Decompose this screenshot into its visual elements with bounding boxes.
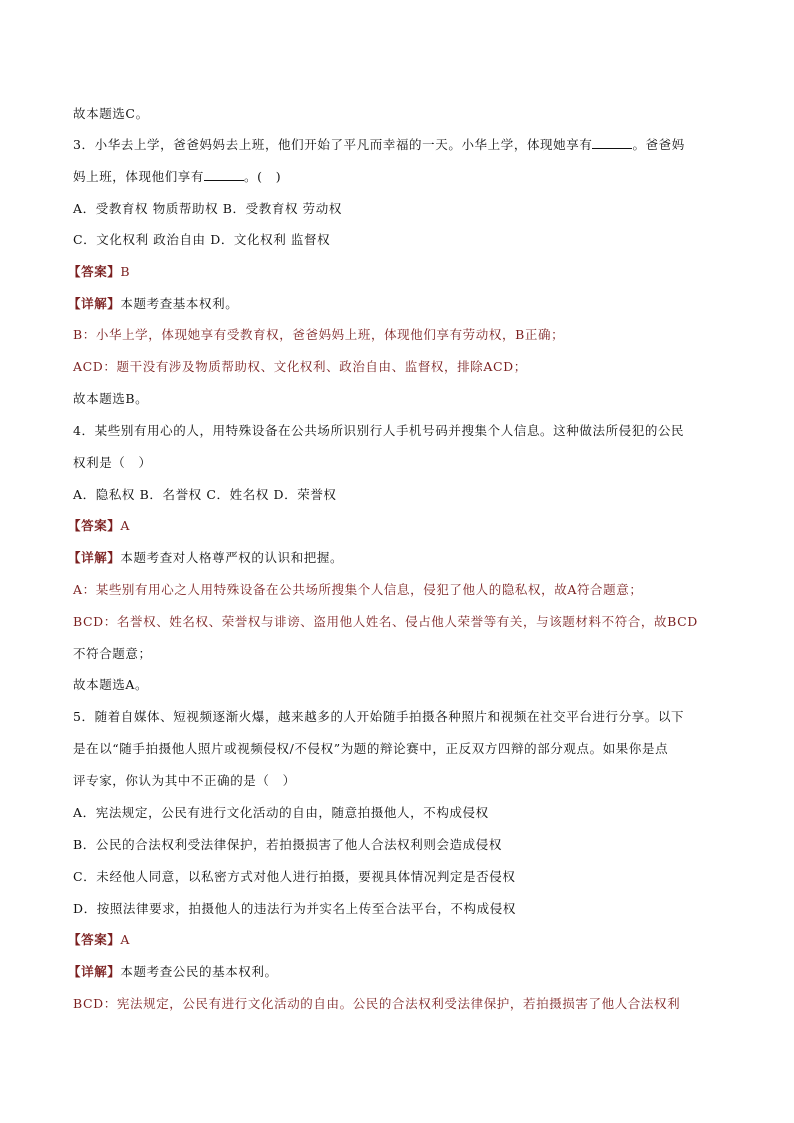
question-4-line-1: 4．某些别有用心的人，用特殊设备在公共场所识别行人手机号码并搜集个人信息。这种做法所侵犯的公民 (73, 423, 685, 438)
conclusion-a: 故本题选A。 (73, 677, 149, 692)
question-5-option-a: A．宪法规定，公民有进行文化活动的自由，随意拍摄他人，不构成侵权 (73, 805, 489, 820)
question-3-text-1-end: 。爸爸妈 (632, 137, 685, 152)
answer-tag: 【答案】 (68, 264, 121, 279)
question-3-answer (68, 263, 728, 281)
detail-text: 本题考查公民的基本权利。 (120, 964, 278, 979)
question-3-text-2-end: 。( ) (244, 169, 282, 184)
question-3-line-1 (73, 136, 733, 154)
question-4-explain-a: A：某些别有用心之人用特殊设备在公共场所搜集个人信息，侵犯了他人的隐私权，故A符合题意； (73, 582, 643, 597)
question-4-explain-bcd-1: BCD：名誉权、姓名权、荣誉权与诽谤、盗用他人姓名、侵占他人荣誉等有关，与该题材料不符合，故BCD (73, 614, 698, 629)
detail-tag: 【详解】 (68, 296, 121, 311)
question-3-explain-b: B：小华上学，体现她享有受教育权，爸爸妈妈上班，体现他们享有劳动权，B正确； (73, 327, 565, 342)
answer-value: A (120, 518, 131, 533)
question-3-options-ab: A．受教育权 物质帮助权 B．受教育权 劳动权 (73, 201, 342, 216)
answer-tag: 【答案】 (68, 932, 121, 947)
question-3-options-cd: C．文化权利 政治自由 D．文化权利 监督权 (73, 232, 331, 247)
conclusion-c: 故本题选C。 (73, 106, 149, 121)
question-4-explain-bcd-2: 不符合题意； (73, 646, 152, 661)
question-5-line-1: 5．随着自媒体、短视频逐渐火爆，越来越多的人开始随手拍摄各种照片和视频在社交平台进行分享。以下 (73, 709, 685, 724)
question-5-option-b: B．公民的合法权利受法律保护，若拍摄损害了他人合法权利则会造成侵权 (73, 837, 502, 852)
question-3-text-1: 3．小华去上学，爸爸妈妈去上班，他们开始了平凡而幸福的一天。小华上学，体现她享有 (73, 137, 593, 152)
question-5-option-d: D．按照法律要求，拍摄他人的违法行为并实名上传至合法平台，不构成侵权 (73, 901, 516, 916)
detail-tag: 【详解】 (68, 964, 121, 979)
question-5-line-3: 评专家，你认为其中不正确的是（ ） (73, 773, 296, 788)
question-3-text-2: 妈上班，体现他们享有 (73, 169, 205, 184)
blank-1 (592, 136, 632, 149)
question-5-option-c: C．未经他人同意，以私密方式对他人进行拍摄，要视具体情况判定是否侵权 (73, 869, 516, 884)
question-5-line-2: 是在以“随手拍摄他人照片或视频侵权/不侵权”为题的辩论赛中，正反双方四辩的部分观点。如果你是点 (73, 741, 669, 756)
question-3-explain-acd: ACD：题干没有涉及物质帮助权、文化权利、政治自由、监督权，排除ACD； (73, 359, 527, 374)
question-3-line-2 (73, 168, 733, 186)
question-5-detail (68, 963, 728, 981)
question-4-options: A．隐私权 B．名誉权 C．姓名权 D．荣誉权 (73, 487, 337, 502)
detail-tag: 【详解】 (68, 550, 121, 565)
answer-tag: 【答案】 (68, 518, 121, 533)
answer-value: A (120, 932, 131, 947)
question-4-line-2: 权利是（ ） (73, 455, 152, 470)
question-3-detail (68, 295, 728, 313)
blank-2 (204, 168, 244, 181)
conclusion-b: 故本题选B。 (73, 391, 149, 406)
question-4-detail (68, 549, 728, 567)
answer-value: B (120, 264, 131, 279)
detail-text: 本题考查基本权利。 (120, 296, 239, 311)
question-4-answer (68, 517, 728, 535)
question-5-answer (68, 931, 728, 949)
detail-text: 本题考查对人格尊严权的认识和把握。 (120, 550, 344, 565)
question-5-explain-bcd: BCD：宪法规定，公民有进行文化活动的自由。公民的合法权利受法律保护，若拍摄损害了他人合法权利 (73, 996, 681, 1011)
